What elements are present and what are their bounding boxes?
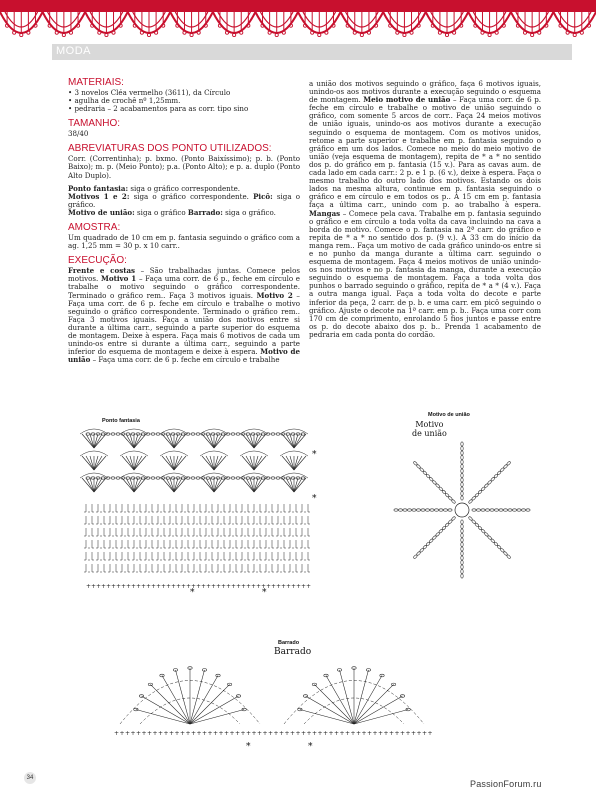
list-item: • pedraria – 2 acabamentos para as corr. tipo sino: [68, 105, 300, 113]
svg-text:+: +: [174, 730, 180, 737]
continuation-part-1: a união dos motivos seguindo o gráfico, faça 6 motivos iguais, unindo-os aos motivos durante a execução seguindo o esquema de montagem.: [309, 79, 541, 105]
svg-text:+: +: [130, 730, 136, 737]
svg-text:+: +: [281, 583, 287, 590]
materiais-heading: MATERIAIS:: [68, 77, 124, 88]
svg-text:+: +: [405, 730, 411, 737]
watermark: PassionForum.ru: [470, 779, 542, 789]
svg-text:+: +: [339, 730, 345, 737]
svg-text:+: +: [176, 583, 182, 590]
svg-text:+: +: [383, 730, 389, 737]
svg-text:+: +: [116, 583, 122, 590]
svg-text:+: +: [91, 583, 97, 590]
svg-text:+: +: [236, 583, 242, 590]
svg-text:+: +: [158, 730, 164, 737]
svg-text:+: +: [126, 583, 132, 590]
execucao-heading: EXECUÇÃO:: [68, 255, 127, 267]
svg-text:+: +: [290, 730, 296, 737]
list-item: • agulha de crochê nº 1,25mm.: [68, 97, 300, 105]
svg-text:+: +: [171, 583, 177, 590]
execucao-part-2: – Faça uma corr. de 6 p., feche em círculo e trabalhe o motivo seguindo o gráfico correspondente. Terminado o gráfico rem.. Faça 3 motivos iguais.: [68, 274, 300, 300]
svg-text:+: +: [261, 583, 267, 590]
svg-text:+: +: [296, 583, 302, 590]
section-tag-bar: [52, 44, 572, 60]
svg-text:+: +: [161, 583, 167, 590]
ponto-fantasia-text: siga o gráfico correspondente.: [128, 183, 241, 193]
motivo-uniao-label: Motivo de união:: [68, 207, 135, 217]
motivos-label: Motivos 1 e 2:: [68, 191, 130, 201]
motivo-uniao-chart: [384, 412, 544, 594]
svg-text:+: +: [196, 730, 202, 737]
ponto-fantasia-diagram: [74, 412, 324, 602]
repeat-star: *: [190, 588, 195, 598]
left-column: [68, 78, 300, 364]
svg-text:+: +: [276, 583, 282, 590]
svg-text:+: +: [279, 730, 285, 737]
svg-text:+: +: [202, 730, 208, 737]
svg-text:+: +: [306, 583, 312, 590]
svg-text:+: +: [231, 583, 237, 590]
svg-text:+: +: [246, 583, 252, 590]
repeat-star: *: [246, 742, 251, 752]
svg-text:+: +: [86, 583, 92, 590]
mangas-label: Mangas: [309, 208, 341, 218]
svg-text:+: +: [180, 730, 186, 737]
svg-text:+: +: [367, 730, 373, 737]
svg-text:+: +: [256, 583, 262, 590]
barrado-text: siga o gráfico.: [222, 207, 276, 217]
svg-text:+: +: [295, 730, 301, 737]
repeat-star: *: [312, 450, 317, 460]
svg-text:+: +: [151, 583, 157, 590]
amostra-text: Um quadrado de 10 cm em p. fantasia seguindo o gráfico com a ag. 1,25 mm = 30 p. x 10 carr..: [68, 233, 300, 251]
svg-text:+: +: [169, 730, 175, 737]
abreviaturas-text: Corr. (Correntinha); p. bxmo. (Ponto Baixíssimo); p. b. (Ponto Baixo); m. p. (Meio Ponto); p.a. (Ponto Alto); e p. a. duplo (Ponto Alto Duplo).: [68, 154, 300, 180]
pico-label: Picô:: [253, 191, 273, 201]
frente-costas-label: Frente e costas: [68, 266, 136, 276]
ponto-fantasia-chart: [74, 412, 324, 602]
abreviaturas-heading: ABREVIATURAS DOS PONTO UTILIZADOS:: [68, 143, 272, 155]
svg-text:+: +: [291, 583, 297, 590]
svg-text:+: +: [235, 730, 241, 737]
svg-text:+: +: [121, 583, 127, 590]
svg-text:+: +: [163, 730, 169, 737]
motivo-uniao-diagram: [384, 412, 544, 594]
svg-text:+: +: [286, 583, 292, 590]
execucao-part-3: – Faça uma corr. de 6 p. feche em círculo e trabalhe o motivo seguindo o gráfico correspondente. Terminado o gráfico rem.. Faça 3 motivos iguais. Faça a união dos motivos entre si durante a última carr., seguindo a parte superior do esquema de montagem. Deixe à espera. Faça mais 6 motivos de cada um unindo-os entre si durante a última carr., seguindo a parte inferior do esquema de montagem e deixe à espera.: [68, 290, 300, 357]
repeat-star: *: [262, 588, 267, 598]
amostra-heading: AMOSTRA:: [68, 222, 121, 234]
svg-text:+: +: [106, 583, 112, 590]
repeat-star: *: [312, 494, 317, 504]
meio-motivo-label: Meio motivo de união: [363, 95, 451, 105]
list-item: • 3 novelos Cléa vermelho (3611), da Círculo: [68, 89, 300, 97]
execucao-part-1: – São trabalhadas juntas. Comece pelos motivos.: [68, 266, 300, 284]
motivo-title-line-2: de união: [412, 429, 447, 438]
svg-text:+: +: [213, 730, 219, 737]
svg-text:+: +: [411, 730, 417, 737]
materiais-list: [68, 89, 300, 113]
svg-text:+: +: [114, 730, 120, 737]
page-number: 34: [24, 772, 36, 784]
svg-text:+: +: [141, 730, 147, 737]
execucao-part-4: – Faça uma corr. de 6 p. feche em círculo e trabalhe: [90, 355, 280, 365]
motivo-1-label: Motivo 1: [100, 274, 137, 284]
svg-text:+: +: [400, 730, 406, 737]
ponto-fantasia-title: Ponto fantasia: [102, 418, 140, 424]
svg-text:+: +: [262, 730, 268, 737]
svg-text:+: +: [251, 730, 257, 737]
svg-text:+: +: [268, 730, 274, 737]
ponto-fantasia-label: Ponto fantasia:: [68, 183, 129, 193]
motivo-uniao-text: siga o gráfico: [134, 207, 188, 217]
svg-text:+: +: [207, 730, 213, 737]
svg-text:+: +: [301, 583, 307, 590]
svg-text:+: +: [141, 583, 147, 590]
svg-text:+: +: [241, 583, 247, 590]
svg-text:+: +: [191, 730, 197, 737]
barrado-label: Barrado:: [187, 207, 223, 217]
motivo-uniao-small-title: [428, 412, 470, 418]
svg-text:+: +: [306, 730, 312, 737]
svg-text:+: +: [147, 730, 153, 737]
svg-text:+: +: [257, 730, 263, 737]
svg-text:+: +: [271, 583, 277, 590]
svg-text:+: +: [251, 583, 257, 590]
svg-text:+: +: [101, 583, 107, 590]
barrado-chart: [108, 640, 438, 755]
svg-text:+: +: [323, 730, 329, 737]
svg-text:+: +: [119, 730, 125, 737]
svg-text:+: +: [166, 583, 172, 590]
svg-text:+: +: [211, 583, 217, 590]
svg-text:+: +: [229, 730, 235, 737]
svg-text:+: +: [216, 583, 222, 590]
svg-text:+: +: [312, 730, 318, 737]
svg-text:+: +: [196, 583, 202, 590]
svg-text:+: +: [186, 583, 192, 590]
svg-text:+: +: [345, 730, 351, 737]
svg-text:+: +: [136, 730, 142, 737]
tamanho-text: 38/40: [68, 129, 89, 139]
svg-text:+: +: [206, 583, 212, 590]
svg-text:+: +: [218, 730, 224, 737]
svg-text:+: +: [191, 583, 197, 590]
motivo-title-line-1: Motivo: [415, 420, 444, 429]
svg-text:+: +: [185, 730, 191, 737]
svg-text:+: +: [146, 583, 152, 590]
svg-text:+: +: [266, 583, 272, 590]
svg-text:+: +: [131, 583, 137, 590]
svg-text:+: +: [125, 730, 131, 737]
svg-text:+: +: [136, 583, 142, 590]
svg-text:+: +: [361, 730, 367, 737]
stitch-notes: [68, 185, 300, 217]
svg-text:+: +: [317, 730, 323, 737]
pico-text: siga o gráfico.: [68, 191, 300, 209]
svg-text:+: +: [224, 730, 230, 737]
repeat-star: *: [308, 742, 313, 752]
barrado-small-title: Barrado: [278, 640, 300, 646]
svg-text:+: +: [240, 730, 246, 737]
tamanho-heading: TAMANHO:: [68, 118, 121, 130]
svg-text:+: +: [201, 583, 207, 590]
svg-text:+: +: [416, 730, 422, 737]
continuation-text: [309, 80, 541, 339]
svg-text:+: +: [156, 583, 162, 590]
svg-text:+: +: [427, 730, 433, 737]
svg-text:+: +: [221, 583, 227, 590]
svg-text:+: +: [111, 583, 117, 590]
svg-text:+: +: [378, 730, 384, 737]
continuation-part-2: – Faça uma corr. de 6 p. feche em círculo e trabalhe o motivo de união seguindo o gráfico, com somente 5 arcos de corr.. Faça 24 meios motivos de união iguais, unindo-os aos motivos durante a execução seguindo o esquema de montagem. Com os motivos unidos, retome a parte superior e trabalhe em p. fantasia seguindo o gráfico em um dos lados. Comece no meio do meio motivo de união (veja esquema de montagem), repita de * a * no sentido dos p. do gráfico em p. fantasia (15 v.). Para as cavas aum. de cada lado em cada carr.: 2 p. e 1 p. (6 v.), deixe à espera. Faça o mesmo trabalho do outro lado dos motivos. Estando os dois lados na mesma altura, continue em p. fantasia seguindo o gráfico e em círculo e em todos os p.. A 15 cm em p. fantasia faça a última carr., unindo com p. ao trabalho à espera.: [309, 95, 541, 210]
svg-text:+: +: [284, 730, 290, 737]
barrado-title: Barrado: [274, 647, 312, 657]
motivo-uniao-title: [412, 420, 447, 438]
right-column: [309, 80, 541, 339]
barrado-diagram: [108, 640, 438, 755]
motivo-2-label: Motivo 2: [256, 290, 293, 300]
svg-text:+: +: [152, 730, 158, 737]
svg-text:+: +: [394, 730, 400, 737]
svg-text:+: +: [246, 730, 252, 737]
svg-text:+: +: [356, 730, 362, 737]
svg-text:+: +: [328, 730, 334, 737]
section-tag: MODA: [56, 45, 91, 57]
svg-text:+: +: [181, 583, 187, 590]
svg-text:+: +: [273, 730, 279, 737]
svg-text:+: +: [372, 730, 378, 737]
motivo-uniao-small-text: Motivo de união: [428, 412, 470, 418]
svg-text:+: +: [389, 730, 395, 737]
svg-text:+: +: [226, 583, 232, 590]
motivo-uniao-exec-label: Motivo de união: [68, 347, 300, 365]
svg-text:+: +: [96, 583, 102, 590]
motivos-text: siga o gráfico correspondente.: [129, 191, 254, 201]
svg-text:+: +: [301, 730, 307, 737]
execucao-text: [68, 267, 300, 364]
svg-text:+: +: [350, 730, 356, 737]
continuation-part-3: – Comece pela cava. Trabalhe em p. fantasia seguindo o gráfico e em círculo a toda volta da cava incluindo na cava a borda do motivo. Comece o p. fantasia na 2ª carr. do gráfico e repita de * a * no sentido dos p. (9 v.). A 33 cm do início da manga rem.. Faça um motivo de cada gráfico unindo-os entre si e no punho da manga durante a última carr. seguindo o esquema de montagem. Faça 4 meios motivos de união unindo-os nos motivos e no p. fantasia da manga, durante a execução seguindo o esquema de montagem. Faça a toda volta dos punhos o barrado seguindo o gráfico, repita de * a * (4 v.). Faça a outra manga igual. Faça a toda volta do decote e parte inferior da peça, 2 carr. de p. b. e uma carr. em picô seguindo o gráfico. Ajuste o decote na 1ª carr. em p. b.. Faça uma corr com 170 cm de comprimento, enrolando 5 fios juntos e passe entre os p. do decote abaixo dos p. b.. Prenda 1 acabamento de pedraria em cada ponta do cordão.: [309, 208, 541, 339]
svg-text:+: +: [422, 730, 428, 737]
svg-text:+: +: [334, 730, 340, 737]
